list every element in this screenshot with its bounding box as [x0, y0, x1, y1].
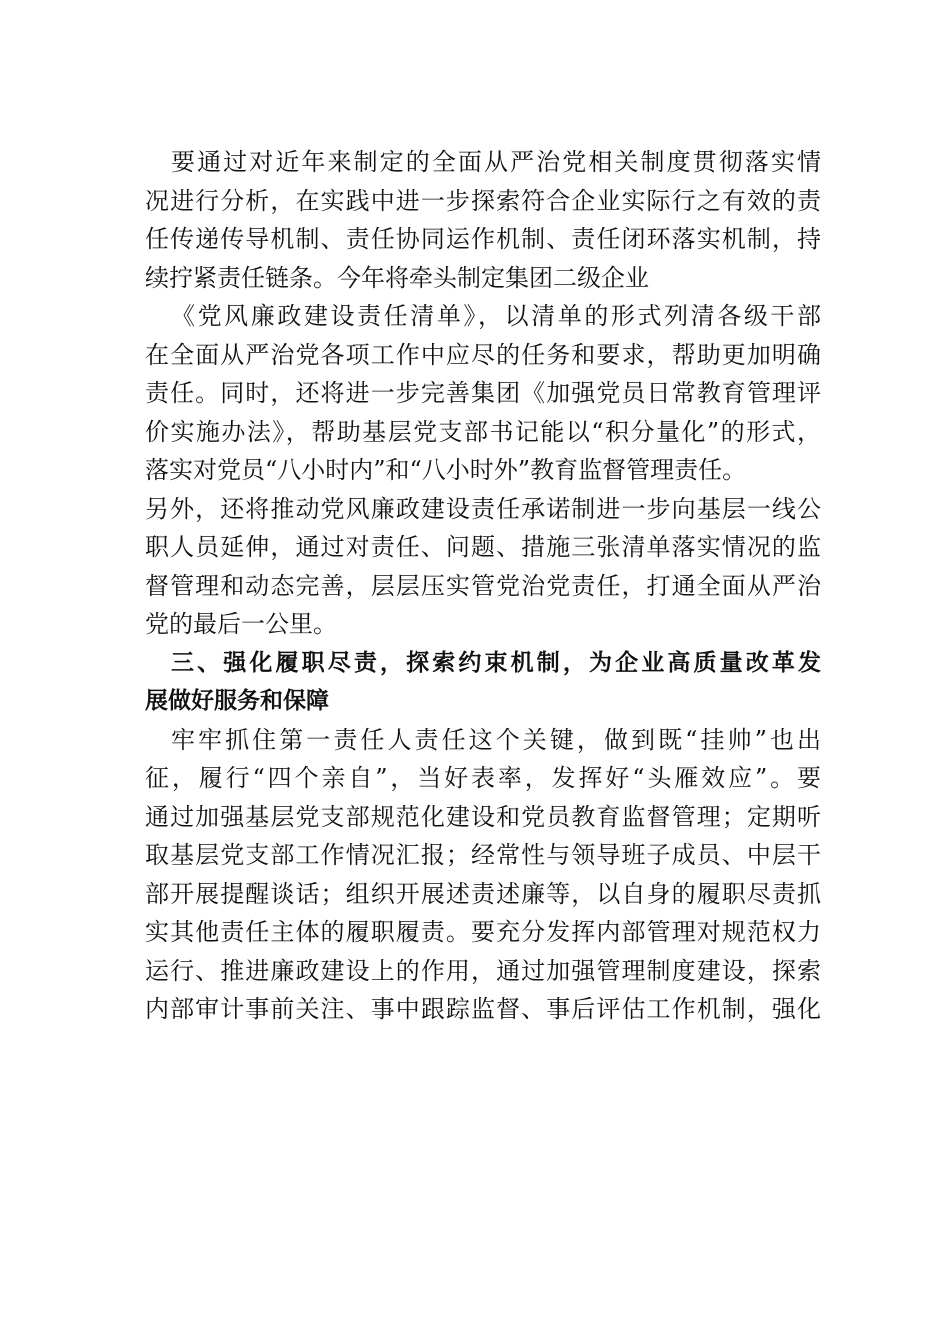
- heading-line: 展做好服务和保障: [145, 688, 329, 714]
- text-line: 《党风廉政建设责任清单》，以清单的形式列清各级干部: [171, 302, 821, 330]
- text-line: 牢牢抓住第一责任人责任这个关键，做到既“挂帅”也出: [171, 725, 821, 754]
- text-line: 况进行分析，在实践中进一步探索符合企业实际行之有效的责: [145, 186, 821, 215]
- text-line: 要通过对近年来制定的全面从严治党相关制度贯彻落实情: [171, 148, 821, 176]
- text-line: 部开展提醒谈话；组织开展述责述廉等，以自身的履职尽责抓: [145, 879, 821, 908]
- text-line: 取基层党支部工作情况汇报；经常性与领导班子成员、中层干: [145, 841, 821, 869]
- text-line: 价实施办法》，帮助基层党支部书记能以“积分量化”的形式，: [145, 417, 821, 446]
- text-line: 职人员延伸，通过对责任、问题、措施三张清单落实情况的监: [145, 533, 821, 561]
- text-line: 落实对党员“八小时内”和“八小时外”教育监督管理责任。: [145, 456, 747, 484]
- text-line: 另外，还将推动党风廉政建设责任承诺制进一步向基层一线公: [145, 494, 821, 523]
- text-line: 督管理和动态完善，层层压实管党治党责任，打通全面从严治: [145, 571, 821, 600]
- text-line: 在全面从严治党各项工作中应尽的任务和要求，帮助更加明确: [145, 340, 821, 369]
- paragraph-2: [145, 297, 821, 644]
- text-line: 通过加强基层党支部规范化建设和党员教育监督管理；定期听: [145, 802, 821, 831]
- text-line: 续拧紧责任链条。今年将牵头制定集团二级企业: [145, 263, 649, 292]
- section-heading: [145, 644, 821, 721]
- text-line: 内部审计事前关注、事中跟踪监督、事后评估工作机制，强化: [145, 995, 821, 1023]
- heading-line: 三、强化履职尽责，探索约束机制，为企业高质量改革发: [171, 649, 821, 676]
- paragraph-3: [145, 721, 821, 1029]
- text-line: 任传递传导机制、责任协同运作机制、责任闭环落实机制，持: [145, 225, 821, 253]
- text-line: 党的最后一公里。: [145, 610, 337, 638]
- paragraph-1: [145, 143, 821, 297]
- document-page: [145, 143, 821, 1029]
- text-line: 征，履行“四个亲自”，当好表率，发挥好“头雁效应”。要: [145, 764, 821, 792]
- text-line: 实其他责任主体的履职履责。要充分发挥内部管理对规范权力: [145, 918, 821, 946]
- text-line: 运行、推进廉政建设上的作用，通过加强管理制度建设，探索: [145, 956, 821, 985]
- text-line: 责任。同时，还将进一步完善集团《加强党员日常教育管理评: [145, 379, 821, 407]
